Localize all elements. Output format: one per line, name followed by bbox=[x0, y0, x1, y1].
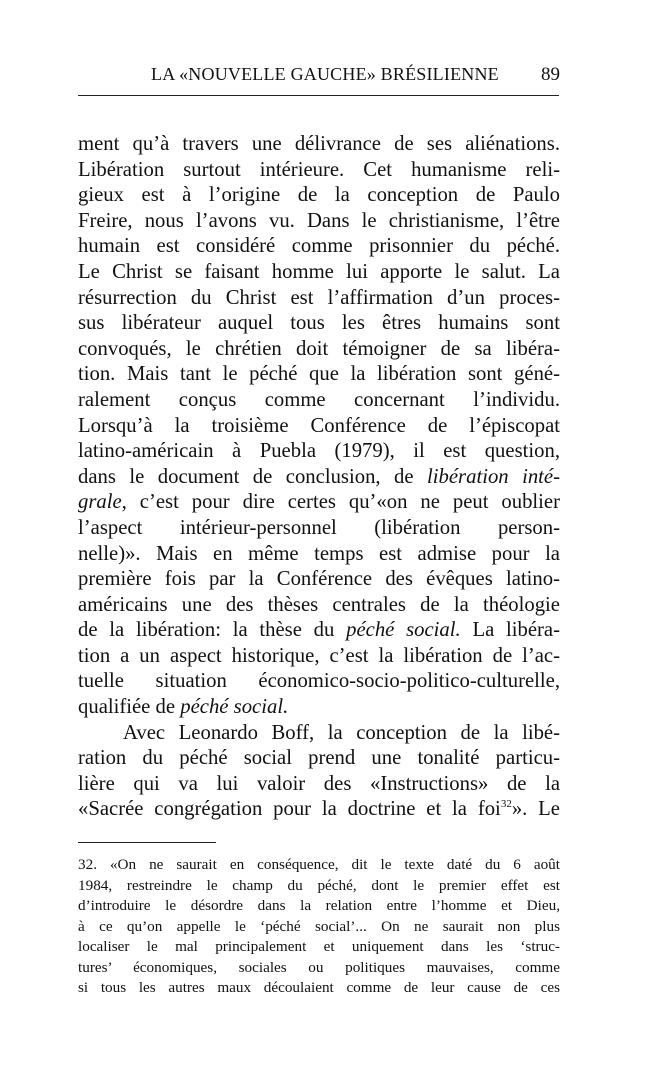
text-run: , c’est pour dire certes qu’«on ne peut oublier bbox=[121, 491, 560, 514]
page-number: 89 bbox=[541, 64, 560, 85]
body-line: nelle)». Mais en même temps est admise pour la bbox=[78, 542, 560, 565]
running-head bbox=[78, 64, 560, 92]
italic-term: péché social. bbox=[346, 619, 461, 642]
body-line bbox=[78, 797, 560, 823]
text-run: dans le document de conclusion, de bbox=[78, 465, 428, 488]
footnote-marker: 32 bbox=[500, 798, 512, 811]
body-line: tuelle situation économico-socio-politico-culturelle, bbox=[78, 670, 560, 693]
body-line bbox=[78, 465, 560, 491]
body-line bbox=[78, 490, 560, 516]
footnote bbox=[78, 855, 560, 999]
body-line: Freire, nous l’avons vu. Dans le christianisme, l’être bbox=[78, 209, 560, 232]
footnote-line: localiser le mal principalement et uniquement dans les ‘struc- bbox=[78, 938, 560, 955]
body-line bbox=[78, 618, 560, 644]
text-run: La libéra- bbox=[460, 619, 560, 642]
text-run: ». Le bbox=[511, 798, 560, 821]
running-title: LA «NOUVELLE GAUCHE» BRÉSILIENNE bbox=[151, 64, 499, 84]
body-line bbox=[78, 695, 560, 721]
body-line: ralement conçus comme concernant l’individu. bbox=[78, 388, 560, 411]
footnote-line: à ce qu’on appelle le ‘péché social’... On ne saurait non plus bbox=[78, 917, 560, 935]
body-text bbox=[78, 132, 560, 823]
body-line: Libération surtout intérieure. Cet humanisme reli- bbox=[78, 158, 560, 181]
body-line: ration du péché social prend une tonalité particu- bbox=[78, 747, 560, 770]
body-line: première fois par la Conférence des évêques latino- bbox=[78, 568, 560, 591]
body-line: ment qu’à travers une délivrance de ses aliénations. bbox=[78, 133, 560, 155]
footnote-line: d’introduire le désordre dans la relation entre l’homme et Dieu, bbox=[78, 897, 560, 914]
footnote-line: si tous les autres maux découlaient comme de leur cause de ces bbox=[78, 979, 560, 996]
body-line: américains une des thèses centrales de la théologie bbox=[78, 593, 560, 616]
body-line: gieux est à l’origine de la conception de Paulo bbox=[78, 184, 560, 207]
text-run: qualifiée de bbox=[78, 696, 181, 719]
body-line: latino-américain à Puebla (1979), il est question, bbox=[78, 440, 560, 463]
body-line: sus libérateur auquel tous les êtres humains sont bbox=[78, 312, 560, 335]
footnote-rule bbox=[78, 842, 216, 843]
italic-term: grale bbox=[78, 491, 122, 514]
header-rule bbox=[78, 95, 559, 96]
body-line: Le Christ se faisant homme lui apporte le salut. La bbox=[78, 260, 560, 283]
body-line: résurrection du Christ est l’affirmation d’un proces- bbox=[78, 286, 560, 309]
text-run: de la libération: la thèse du bbox=[78, 619, 347, 642]
body-line: l’aspect intérieur-personnel (libération person- bbox=[78, 516, 560, 539]
body-line: Lorsqu’à la troisième Conférence de l’épiscopat bbox=[78, 414, 560, 437]
footnote-line: 1984, restreindre le champ du péché, dont le premier effet est bbox=[78, 876, 560, 894]
body-line: Avec Leonardo Boff, la conception de la libé- bbox=[123, 721, 560, 744]
text-run: «Sacrée congrégation pour la doctrine et la foi bbox=[78, 798, 501, 821]
body-line: humain est considéré comme prisonnier du péché. bbox=[78, 235, 560, 258]
body-line: convoqués, le chrétien doit témoigner de sa libéra- bbox=[78, 337, 560, 360]
italic-term: libération inté- bbox=[427, 465, 560, 488]
body-line: tion a un aspect historique, c’est la libération de l’ac- bbox=[78, 644, 560, 667]
italic-term: péché social. bbox=[180, 696, 289, 719]
footnote-line: 32. «On ne saurait en conséquence, dit le texte daté du 6 août bbox=[78, 856, 560, 873]
body-line: tion. Mais tant le péché que la libération sont géné- bbox=[78, 363, 560, 386]
body-line: lière qui va lui valoir des «Instructions» de la bbox=[78, 772, 560, 795]
footnote-line: tures’ économiques, sociales ou politiques mauvaises, comme bbox=[78, 958, 560, 976]
